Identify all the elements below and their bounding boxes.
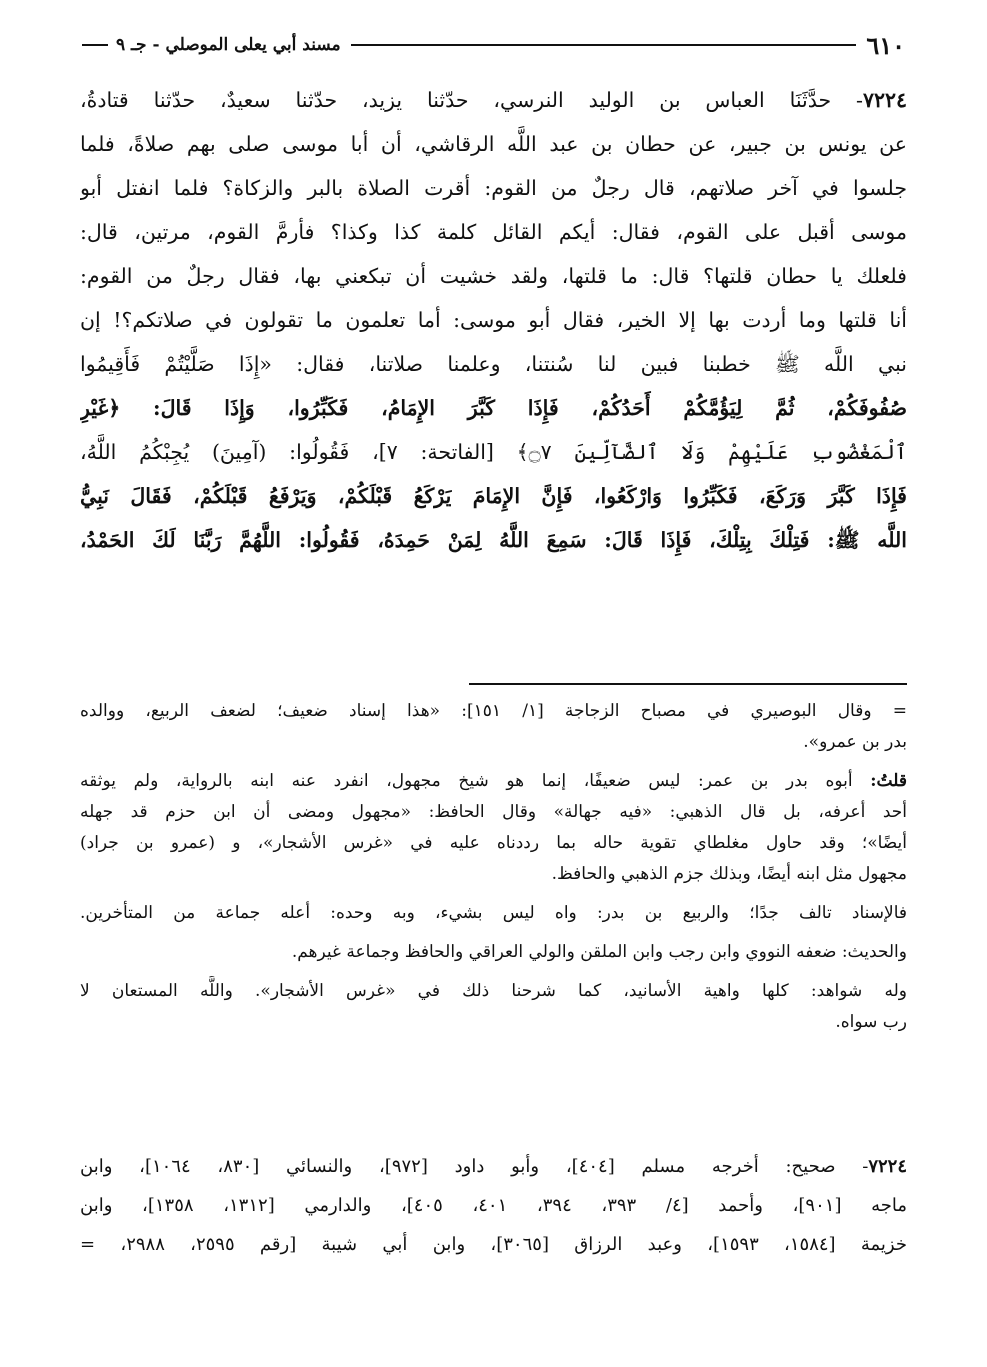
book-title: مسند أبي يعلى الموصلي - جـ ٩ — [116, 35, 341, 55]
hadith-line — [80, 78, 907, 122]
takhrij-number: ٧٢٢٤ — [868, 1156, 907, 1177]
hadith-line: نبي اللَّه ﷺ خطبنا فبين لنا سُنتنا، وعلمنا صلاتنا، فقال: «إِذَا صَلَّيْتُمْ فَأَقِيمُوا — [80, 352, 907, 376]
footnote-line: فالإسناد تالف جدًا؛ والربيع بن بدر: واه ليس بشيء، وبه وحده: أعله جماعة من المتأخرين. — [80, 903, 907, 923]
footnote-line-text: أبوه بدر بن عمر: ليس ضعيفًا، إنما هو شيخ مجهول، انفرد عنه ابنه بالرواية، ولم يوثقه — [80, 771, 871, 791]
footnote-line: بدر بن عمرو». — [803, 732, 907, 752]
footnote-line: = وقال البوصيري في مصباح الزجاجة [١/ ١٥١]: «هذا إسناد ضعيف؛ لضعف الربيع، ووالده — [80, 701, 907, 721]
footnote-line: رب سواه. — [835, 1012, 907, 1032]
hadith-line: عن يونس بن جبير، عن حطان بن عبد اللَّه الرقاشي، أن أبا موسى صلى بهم صلاةً، فلما — [80, 132, 907, 156]
footnotes — [80, 696, 907, 1038]
hadith-number: ٧٢٢٤ — [862, 88, 907, 112]
takhrij-line: ماجه [٩٠١]، وأحمد [٤/ ٣٩٣، ٣٩٤، ٤٠١، ٤٠٥]، والدارمي [١٣١٢، ١٣٥٨]، وابن — [80, 1195, 907, 1216]
hadith-line: فَإِذَا كَبَّرَ وَرَكَعَ، فَكَبِّرُوا وَارْكَعُوا، فَإِنَّ الإِمَامَ يَرْكَعُ قَبْلَكُمْ، وَيَرْفَعُ قَبْلَكُمْ، فَقَالَ نَبِيُّ — [80, 484, 907, 508]
footnote-line: وله شواهد: كلها واهية الأسانيد، كما شرحنا ذلك في «غرس الأشجار». واللَّه المستعان لا — [80, 981, 907, 1001]
hadith-line: جلسوا في آخر صلاتهم، قال رجلٌ من القوم: أقرت الصلاة بالبر والزكاة؟ فلما انفتل أبو — [80, 176, 907, 200]
hadith-line: فلعلك يا حطان قلتها؟ قال: ما قلتها، ولقد خشيت أن تبكعني بها، فقال رجلٌ من القوم: — [80, 264, 907, 288]
hadith-line: ٱلْمَغْضُوبِ عَلَيْهِمْ وَلَا ٱلضَّآلِّينَ ۝٧﴾ [الفاتحة: ٧]، فَقُولُوا: (آمِينَ) يُجِبْكُمُ اللَّهُ، — [80, 440, 907, 464]
hadith-line-text: - حدَّثَنَا العباس بن الوليد النرسي، حدّثنا يزيد، حدّثنا سعيدٌ، حدّثنا قتادةُ، — [80, 88, 863, 112]
running-header — [82, 28, 905, 62]
takhrij-line-text: - صحيح: أخرجه مسلم [٤٠٤]، وأبو داود [٩٧٢]، والنسائي [٨٣٠، ١٠٦٤]، وابن — [80, 1156, 869, 1177]
hadith-line: موسى أقبل على القوم، فقال: أيكم القائل كلمة كذا وكذا؟ فأرمَّ القوم، مرتين، قال: — [80, 220, 907, 244]
takhrij-line: خزيمة [١٥٨٤، ١٥٩٣]، وعبد الرزاق [٣٠٦٥]، وابن أبي شيبة [رقم ٢٥٩٥، ٢٩٨٨، = — [80, 1234, 907, 1255]
header-rule — [351, 44, 857, 46]
page-number: ٦١٠ — [866, 30, 905, 60]
hadith-line: صُفُوفَكُمْ، ثُمَّ لِيَؤُمَّكُمْ أَحَدُكُمْ، فَإِذَا كَبَّرَ الإِمَامُ، فَكَبِّرُوا، وَإِذَا قَالَ: ﴿غَيْرِ — [80, 396, 907, 420]
takhrij-section — [80, 1147, 907, 1264]
footnote-divider — [469, 683, 907, 685]
footnote-line: أحد أعرفه، بل قال الذهبي: «فيه جهالة» وقال الحافظ: «مجهول ومضى أن ابن حزم قد جهله — [80, 802, 907, 822]
takhrij-line — [80, 1147, 907, 1186]
footnote-line — [80, 766, 907, 797]
footnote-line: مجهول مثل ابنه أيضًا، وبذلك جزم الذهبي والحافظ. — [551, 864, 907, 884]
hadith-line: أنا قلتها وما أردت بها إلا الخير، فقال أبو موسى: أما تعلمون ما تقولون في صلاتكم؟! إن — [80, 308, 907, 332]
header-dash — [82, 44, 108, 46]
hadith-text — [80, 78, 907, 562]
footnote-lead: قلتُ: — [870, 771, 907, 791]
hadith-line: اللَّه ﷺ: فَتِلْكَ بِتِلْكَ، فَإِذَا قَالَ: سَمِعَ اللَّهُ لِمَنْ حَمِدَهُ، فَقُولُوا: اللَّهُمَّ رَبَّنَا لَكَ الحَمْدُ، — [80, 528, 907, 552]
footnote-line: أيضًا»؛ وقد حاول مغلطاي تقوية حاله بما رددناه عليه في «غرس الأشجار»، و (عمرو بن جراد) — [80, 833, 907, 853]
footnote-line: والحديث: ضعفه النووي وابن رجب وابن الملقن والولي العراقي والحافظ وجماعة غيرهم. — [291, 942, 907, 962]
